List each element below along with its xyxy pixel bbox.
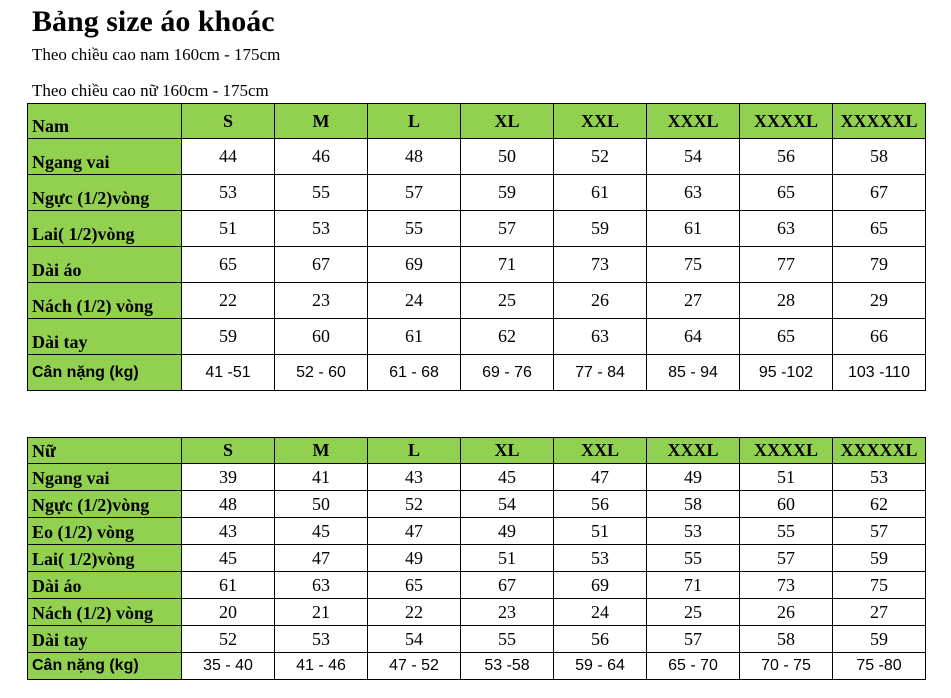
value-cell: 20 (182, 599, 275, 626)
value-cell: 53 (647, 518, 740, 545)
value-cell: 49 (368, 545, 461, 572)
weight-row (28, 355, 926, 391)
weight-value-cell: 41 - 46 (275, 653, 368, 680)
value-cell: 48 (182, 491, 275, 518)
size-header-cell: L (368, 104, 461, 139)
value-cell: 23 (461, 599, 554, 626)
weight-value-cell: 59 - 64 (554, 653, 647, 680)
size-header-cell: XXL (554, 104, 647, 139)
weight-value-cell: 35 - 40 (182, 653, 275, 680)
value-cell: 53 (833, 464, 926, 491)
value-cell: 58 (647, 491, 740, 518)
row-label: Eo (1/2) vòng (28, 518, 182, 545)
value-cell: 65 (182, 247, 275, 283)
value-cell: 55 (740, 518, 833, 545)
measurement-row (28, 518, 926, 545)
value-cell: 51 (182, 211, 275, 247)
value-cell: 65 (833, 211, 926, 247)
value-cell: 63 (647, 175, 740, 211)
value-cell: 62 (833, 491, 926, 518)
row-label: Ngang vai (28, 464, 182, 491)
value-cell: 65 (740, 175, 833, 211)
size-header-cell: S (182, 438, 275, 464)
row-label: Dài áo (28, 247, 182, 283)
measurement-row (28, 319, 926, 355)
size-table-male (27, 103, 926, 391)
value-cell: 61 (182, 572, 275, 599)
value-cell: 47 (368, 518, 461, 545)
size-header-cell: XXXL (647, 438, 740, 464)
row-label: Dài tay (28, 626, 182, 653)
value-cell: 51 (461, 545, 554, 572)
size-header-cell: XXXXXL (833, 104, 926, 139)
size-header-cell: M (275, 438, 368, 464)
row-label: Dài tay (28, 319, 182, 355)
size-header-cell: XXL (554, 438, 647, 464)
size-header-cell: L (368, 438, 461, 464)
value-cell: 26 (554, 283, 647, 319)
measurement-row (28, 626, 926, 653)
value-cell: 22 (368, 599, 461, 626)
value-cell: 50 (275, 491, 368, 518)
value-cell: 56 (740, 139, 833, 175)
value-cell: 45 (461, 464, 554, 491)
value-cell: 27 (647, 283, 740, 319)
header-row (28, 438, 926, 464)
weight-value-cell: 53 -58 (461, 653, 554, 680)
weight-value-cell: 70 - 75 (740, 653, 833, 680)
value-cell: 54 (368, 626, 461, 653)
value-cell: 67 (461, 572, 554, 599)
value-cell: 50 (461, 139, 554, 175)
value-cell: 67 (275, 247, 368, 283)
value-cell: 43 (182, 518, 275, 545)
value-cell: 53 (182, 175, 275, 211)
value-cell: 56 (554, 626, 647, 653)
value-cell: 39 (182, 464, 275, 491)
measurement-row (28, 211, 926, 247)
value-cell: 59 (461, 175, 554, 211)
weight-value-cell: 47 - 52 (368, 653, 461, 680)
size-header-cell: XXXXL (740, 104, 833, 139)
gender-header: Nữ (28, 438, 182, 464)
value-cell: 26 (740, 599, 833, 626)
value-cell: 64 (647, 319, 740, 355)
weight-value-cell: 61 - 68 (368, 355, 461, 391)
size-header-cell: XXXXXL (833, 438, 926, 464)
value-cell: 47 (554, 464, 647, 491)
value-cell: 65 (740, 319, 833, 355)
measurement-row (28, 491, 926, 518)
value-cell: 47 (275, 545, 368, 572)
weight-value-cell: 65 - 70 (647, 653, 740, 680)
value-cell: 48 (368, 139, 461, 175)
value-cell: 69 (554, 572, 647, 599)
row-label: Ngực (1/2)vòng (28, 491, 182, 518)
value-cell: 58 (740, 626, 833, 653)
value-cell: 24 (368, 283, 461, 319)
weight-value-cell: 103 -110 (833, 355, 926, 391)
value-cell: 54 (647, 139, 740, 175)
value-cell: 43 (368, 464, 461, 491)
row-label: Lai( 1/2)vòng (28, 545, 182, 572)
measurement-row (28, 572, 926, 599)
value-cell: 75 (647, 247, 740, 283)
value-cell: 69 (368, 247, 461, 283)
weight-value-cell: 75 -80 (833, 653, 926, 680)
value-cell: 52 (554, 139, 647, 175)
value-cell: 45 (182, 545, 275, 572)
value-cell: 23 (275, 283, 368, 319)
value-cell: 51 (554, 518, 647, 545)
value-cell: 22 (182, 283, 275, 319)
subtitle-male: Theo chiều cao nam 160cm - 175cm (32, 45, 281, 64)
value-cell: 57 (740, 545, 833, 572)
value-cell: 79 (833, 247, 926, 283)
value-cell: 60 (740, 491, 833, 518)
size-header-cell: XL (461, 438, 554, 464)
value-cell: 59 (554, 211, 647, 247)
measurement-row (28, 247, 926, 283)
value-cell: 61 (647, 211, 740, 247)
value-cell: 51 (740, 464, 833, 491)
value-cell: 71 (647, 572, 740, 599)
measurement-row (28, 545, 926, 572)
value-cell: 45 (275, 518, 368, 545)
value-cell: 55 (461, 626, 554, 653)
value-cell: 54 (461, 491, 554, 518)
row-label: Dài áo (28, 572, 182, 599)
value-cell: 52 (368, 491, 461, 518)
value-cell: 21 (275, 599, 368, 626)
value-cell: 49 (647, 464, 740, 491)
value-cell: 53 (554, 545, 647, 572)
value-cell: 55 (368, 211, 461, 247)
value-cell: 59 (833, 545, 926, 572)
value-cell: 77 (740, 247, 833, 283)
value-cell: 53 (275, 626, 368, 653)
row-label: Ngực (1/2)vòng (28, 175, 182, 211)
size-header-cell: M (275, 104, 368, 139)
value-cell: 63 (554, 319, 647, 355)
value-cell: 61 (554, 175, 647, 211)
value-cell: 61 (368, 319, 461, 355)
value-cell: 71 (461, 247, 554, 283)
value-cell: 63 (740, 211, 833, 247)
value-cell: 28 (740, 283, 833, 319)
weight-value-cell: 52 - 60 (275, 355, 368, 391)
measurement-row (28, 599, 926, 626)
weight-value-cell: 69 - 76 (461, 355, 554, 391)
value-cell: 29 (833, 283, 926, 319)
value-cell: 60 (275, 319, 368, 355)
value-cell: 25 (461, 283, 554, 319)
row-label: Nách (1/2) vòng (28, 599, 182, 626)
weight-value-cell: 77 - 84 (554, 355, 647, 391)
weight-value-cell: 41 -51 (182, 355, 275, 391)
value-cell: 57 (833, 518, 926, 545)
value-cell: 73 (740, 572, 833, 599)
value-cell: 49 (461, 518, 554, 545)
value-cell: 57 (461, 211, 554, 247)
value-cell: 63 (275, 572, 368, 599)
weight-value-cell: 95 -102 (740, 355, 833, 391)
value-cell: 24 (554, 599, 647, 626)
weight-value-cell: 85 - 94 (647, 355, 740, 391)
value-cell: 65 (368, 572, 461, 599)
page-title: Bảng size áo khoác (32, 5, 275, 38)
value-cell: 58 (833, 139, 926, 175)
value-cell: 25 (647, 599, 740, 626)
weight-label: Cân nặng (kg) (28, 653, 182, 680)
value-cell: 67 (833, 175, 926, 211)
size-header-cell: S (182, 104, 275, 139)
size-header-cell: XXXXL (740, 438, 833, 464)
value-cell: 53 (275, 211, 368, 247)
value-cell: 55 (647, 545, 740, 572)
gender-header: Nam (28, 104, 182, 139)
value-cell: 66 (833, 319, 926, 355)
row-label: Nách (1/2) vòng (28, 283, 182, 319)
measurement-row (28, 464, 926, 491)
value-cell: 44 (182, 139, 275, 175)
value-cell: 62 (461, 319, 554, 355)
value-cell: 59 (833, 626, 926, 653)
value-cell: 59 (182, 319, 275, 355)
row-label: Ngang vai (28, 139, 182, 175)
size-header-cell: XXXL (647, 104, 740, 139)
value-cell: 57 (647, 626, 740, 653)
value-cell: 46 (275, 139, 368, 175)
size-header-cell: XL (461, 104, 554, 139)
value-cell: 57 (368, 175, 461, 211)
value-cell: 73 (554, 247, 647, 283)
weight-label: Cân nặng (kg) (28, 355, 182, 391)
weight-row (28, 653, 926, 680)
measurement-row (28, 175, 926, 211)
measurement-row (28, 283, 926, 319)
value-cell: 52 (182, 626, 275, 653)
value-cell: 41 (275, 464, 368, 491)
measurement-row (28, 139, 926, 175)
value-cell: 75 (833, 572, 926, 599)
value-cell: 27 (833, 599, 926, 626)
row-label: Lai( 1/2)vòng (28, 211, 182, 247)
header-row (28, 104, 926, 139)
value-cell: 56 (554, 491, 647, 518)
value-cell: 55 (275, 175, 368, 211)
size-table-female (27, 437, 926, 680)
subtitle-female: Theo chiều cao nữ 160cm - 175cm (32, 81, 269, 100)
